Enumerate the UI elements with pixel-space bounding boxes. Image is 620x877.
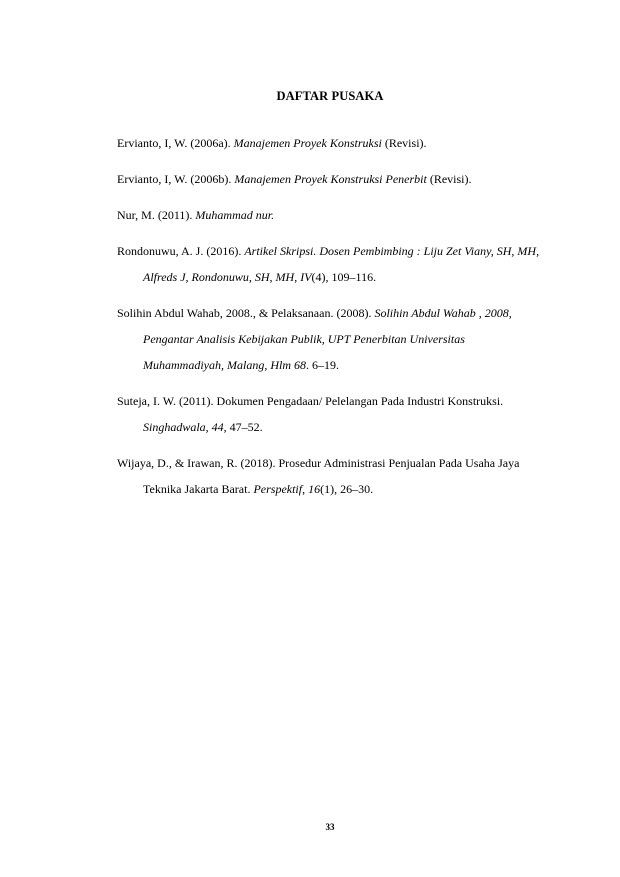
page-title: DAFTAR PUSAKA xyxy=(276,89,384,103)
reference-text: , 47–52. xyxy=(223,420,263,434)
reference-entry xyxy=(117,166,547,192)
reference-text: , xyxy=(302,482,309,496)
reference-italic-text: 16 xyxy=(308,482,321,496)
reference-text: (Revisi). xyxy=(381,136,427,150)
reference-italic-text: Singhadwala xyxy=(143,420,206,434)
reference-entry xyxy=(117,300,547,378)
reference-entry xyxy=(117,130,547,156)
reference-entry xyxy=(117,202,547,228)
reference-text: (4), 109–116. xyxy=(311,270,377,284)
reference-text: Solihin Abdul Wahab, 2008., & Pelaksanaan. (2008). xyxy=(117,306,375,320)
reference-text: Nur, M. (2011). xyxy=(117,208,196,222)
reference-italic-text: Perspektif xyxy=(253,482,303,496)
reference-text: (Revisi). xyxy=(426,172,472,186)
reference-entry xyxy=(117,388,547,440)
reference-text: Ervianto, I, W. (2006b). xyxy=(117,172,235,186)
reference-text: Suteja, I. W. (2011). Dokumen Pengadaan/ Pelelangan Pada Industri Konstruksi. xyxy=(117,394,504,408)
reference-italic-text: Solihin Abdul Wahab , 2008, Pengantar Analisis Kebijakan Publik, UPT Penerbitan Universitas Muhammadiyah, Malang, Hlm 68 xyxy=(143,306,512,372)
page-number: 33 xyxy=(325,822,335,832)
reference-text: , xyxy=(205,420,212,434)
reference-text: . 6–19. xyxy=(305,358,339,372)
reference-text: Ervianto, I, W. (2006a). xyxy=(117,136,234,150)
reference-italic-text: 44 xyxy=(211,420,224,434)
reference-entry xyxy=(117,450,547,502)
reference-text: Wijaya, D., & Irawan, R. (2018). Prosedur Administrasi Penjualan Pada Usaha Jaya Teknika Jakarta Barat. xyxy=(117,456,520,496)
reference-text: (1), 26–30. xyxy=(320,482,374,496)
reference-italic-text: Artikel Skripsi. Dosen Pembimbing : Liju Zet Viany, SH, MH, Alfreds J, Rondonuwu, SH, MH xyxy=(143,244,540,284)
reference-list xyxy=(117,130,547,512)
reference-italic-text: Manajemen Proyek Konstruksi xyxy=(233,136,382,150)
reference-italic-text: Muhammad nur. xyxy=(195,208,275,222)
reference-text: , xyxy=(294,270,301,284)
reference-italic-text: IV xyxy=(300,270,312,284)
reference-italic-text: Manajemen Proyek Konstruksi Penerbit xyxy=(234,172,427,186)
reference-text: Rondonuwu, A. J. (2016). xyxy=(117,244,245,258)
reference-entry xyxy=(117,238,547,290)
